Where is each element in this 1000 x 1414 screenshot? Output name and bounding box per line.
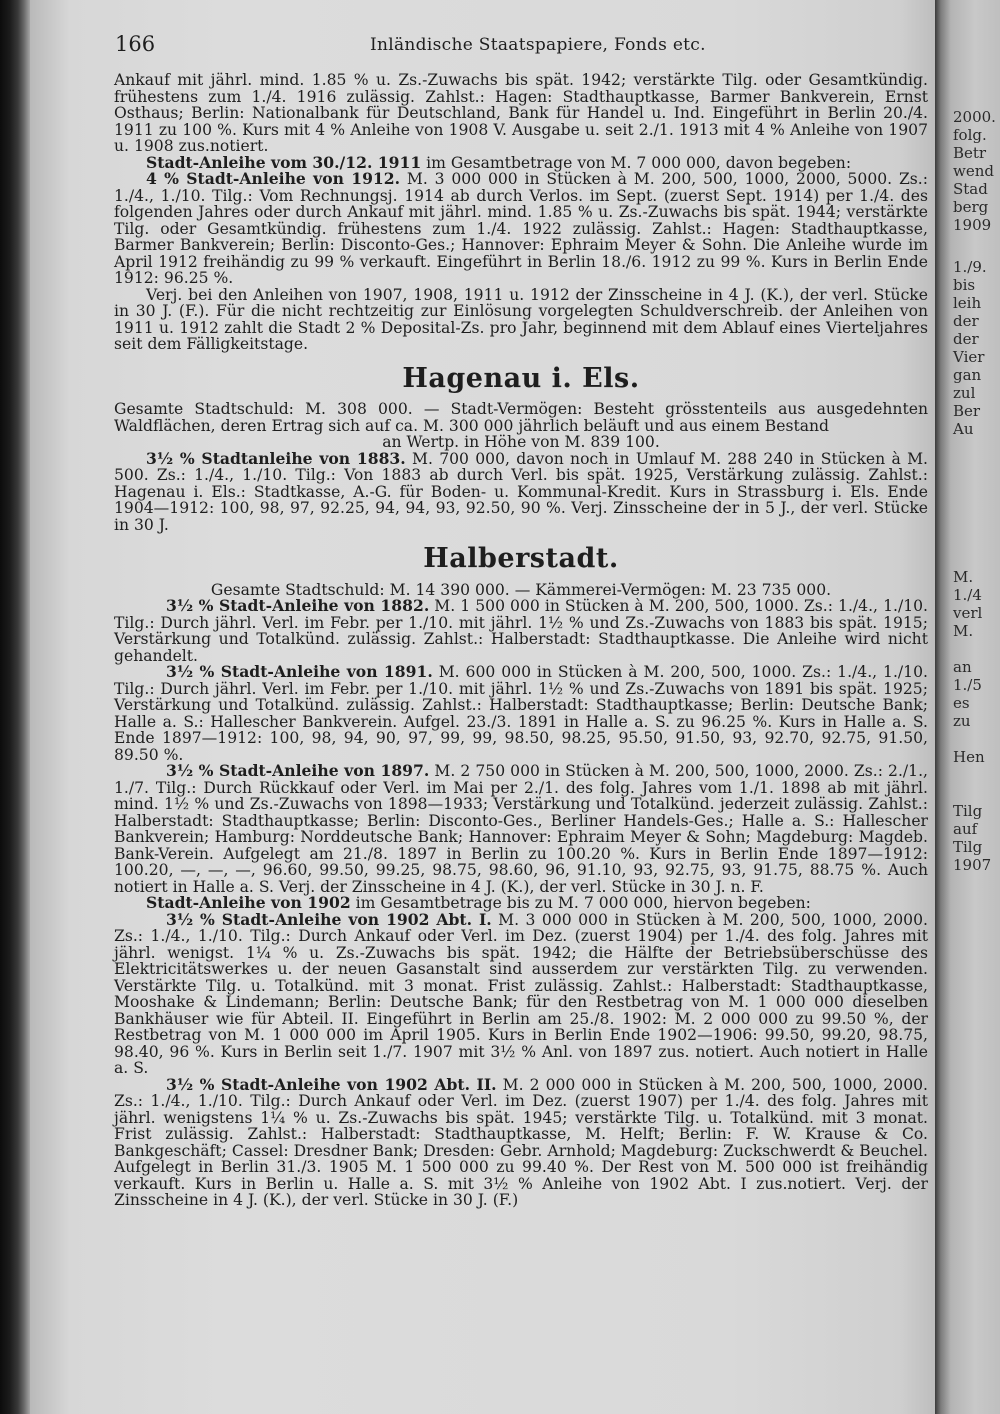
paragraph-text: Gesamte Stadtschuld: M. 308 000. — Stadt-Vermögen: Besteht grösstenteils aus ausgedehnten Waldflächen, deren Ertrag sich auf ca. M. 300 000 jährlich beläuft und aus einem Bestand bbox=[114, 400, 928, 435]
edge-word-fragment: der bbox=[953, 330, 979, 348]
paragraph-text: an Wertp. in Höhe von M. 839 100. bbox=[382, 433, 660, 451]
paragraph-text: M. 700 000, davon noch in Umlauf M. 288 240 in Stücken à M. 500. Zs.: 1./4., 1./10. Tilg.: Von 1883 ab durch Verl. bis spät. 1925, Verstärkung zulässig. Zahlst.: Hagenau i. Els.: Stadtkasse, A.-G. für Boden- u. Kommunal-Kredit. Kurs in Strassburg i. Els. Ende 1904—1912: 100, 98, 97, 92.25, 94, 94, 93, 92.50, 90 %. Verj. Zinsscheine der in 5 J., der verl. Stücke in 30 J. bbox=[114, 449, 928, 534]
loan-title: 3½ % Stadtanleihe von 1883. bbox=[146, 448, 406, 468]
edge-word-fragment: an bbox=[953, 658, 972, 676]
edge-word-fragment: zu bbox=[953, 712, 971, 730]
edge-word-fragment: bis bbox=[953, 276, 976, 294]
paragraph-text: M. 2 000 000 in Stücken à M. 200, 500, 1000, 2000. Zs.: 1./4., 1./10. Tilg.: Durch Ankauf oder Verl. im Dez. (zuerst 1907) per 1./4. des folg. Jahres mit jährl. wenigstens 1¼ % u. Zs.-Zuwachs bis spät. 1945; verstärkte Tilg. u. Totalkünd. mit 3 monat. Frist zulässig. Zahlst.: Halberstadt: Stadthauptkasse, M. Helft; Berlin: F. W. Krause & Co. Bankgeschäft; Cassel: Dresdner Bank; Dresden: Gebr. Arnhold; Magdeburg: Zuckschwerdt & Beuchel. Aufgelegt in Berlin 31./3. 1905 M. 1 500 000 zu 99.40 %. Der Rest von M. 500 000 ist freihändig verkauft. Kurs in Berlin u. Halle a. S. mit 3½ % Anleihe von 1902 Abt. I zus.notiert. Verj. der Zinsscheine in 4 J. (K.), der verl. Stücke in 30 J. (F.) bbox=[114, 1075, 929, 1209]
body-text bbox=[114, 72, 928, 1209]
edge-word-fragment: Ber bbox=[953, 402, 981, 420]
paragraph-text: M. 600 000 in Stücken à M. 200, 500, 1000. Zs.: 1./4., 1./10. Tilg.: Durch jährl. Verl. im Febr. per 1./10. mit jährl. 1½ % und Zs.-Zuwachs von 1891 bis spät. 1925; Verstärkung und Totalkünd. zulässig. Zahlst.: Halberstadt: Stadthauptkasse; Berlin: Deutsche Bank; Halle a. S.: Hallescher Bankverein. Aufgel. 23./3. 1891 in Halle a. S. zu 96.25 %. Kurs in Halle a. S. Ende 1897—1912: 100, 98, 94, 90, 97, 99, 99, 98.50, 98.25, 95.50, 91.50, 93, 92.70, 92.75, 91.50, 89.50 %. bbox=[114, 663, 928, 764]
loan-title: 3½ % Stadt-Anleihe von 1902 Abt. I. bbox=[166, 909, 492, 929]
edge-word-fragment: auf bbox=[953, 820, 978, 838]
book-page bbox=[30, 0, 935, 1414]
edge-word-fragment: Au bbox=[953, 420, 974, 438]
paragraph-text: Verj. bei den Anleihen von 1907, 1908, 1911 u. 1912 der Zinsscheine in 4 J. (K.), der verl. Stücke in 30 J. (F.). Für die nicht rechtzeitig zur Einlösung vorgelegten Schuldverschreib. der Anleihen von 1911 u. 1912 zahlt die Stadt 2 % Deposital-Zs. pro Jahr, beginnend mit dem Ablauf eines Vierteljahres seit dem Fälligkeitstage. bbox=[114, 285, 928, 353]
loan-title: 3½ % Stadt-Anleihe von 1902 Abt. II. bbox=[166, 1074, 497, 1094]
paragraph-text: M. 1 500 000 in Stücken à M. 200, 500, 1000. Zs.: 1./4., 1./10. Tilg.: Durch jährl. Verl. im Febr. per 1./10. mit jährl. 1½ % und Zs.-Zuwachs von 1883 bis spät. 1915; Verstärkung und Totalkünd. zulässig. Zahlst.: Halberstadt: Stadthauptkasse. Die Anleihe wird nicht gehandelt. bbox=[114, 597, 928, 665]
edge-word-fragment: Betr bbox=[953, 144, 987, 162]
paragraph-text: M. 3 000 000 in Stücken à M. 200, 500, 1000, 2000. Zs.: 1./4., 1./10. Tilg.: Durch Ankauf oder Verl. im Dez. (zuerst 1904) per 1./4. des folg. Jahres mit jährl. wenigst. 1¼ % u. Zs.-Zuwachs bis spät. 1942; die Hälfte der Betriebsüberschüsse des Elektricitätswerkes u. der neuen Gasanstalt sind ausserdem zur verstärkten Tilg. zu verwenden. Verstärkte Tilg. u. Totalkünd. mit 3 monat. Frist zulässig. Zahlst.: Halberstadt: Stadthauptkasse, Mooshake & Lindemann; Berlin: Deutsche Bank; für den Restbetrag von M. 1 000 000 dieselben Bankhäuser wie für Abteil. II. Eingeführt in Berlin am 25./8. 1902: M. 2 000 000 zu 99.50 %, der Restbetrag von M. 1 000 000 im April 1905. Kurs in Berlin Ende 1902—1906: 99.50, 99.20, 98.75, 98.40, 96 %. Kurs in Berlin seit 1./7. 1907 mit 3½ % Anl. von 1897 zus. notiert. Auch notiert in Halle a. S. bbox=[114, 910, 928, 1077]
loan-title: 3½ % Stadt-Anleihe von 1882. bbox=[166, 596, 430, 615]
edge-word-fragment: 1./5 bbox=[953, 676, 982, 694]
paragraph bbox=[114, 287, 928, 353]
paragraph bbox=[114, 763, 928, 895]
edge-word-fragment: zul bbox=[953, 384, 976, 402]
edge-word-fragment: leih bbox=[953, 294, 982, 312]
edge-word-fragment: 1907 bbox=[953, 856, 992, 874]
book-binding-shadow bbox=[0, 0, 30, 1414]
edge-word-fragment: 1./9. bbox=[953, 258, 987, 276]
edge-word-fragment: 1./4 bbox=[953, 586, 982, 604]
paragraph bbox=[114, 171, 928, 287]
paragraph bbox=[114, 909, 928, 1077]
edge-word-fragment: 1909 bbox=[953, 216, 992, 234]
edge-word-fragment: es bbox=[953, 694, 970, 712]
running-title: Inländische Staatspapiere, Fonds etc. bbox=[370, 35, 706, 55]
edge-word-fragment: Tilg bbox=[953, 802, 983, 820]
edge-word-fragment: Vier bbox=[953, 348, 985, 366]
paragraph bbox=[114, 72, 928, 155]
edge-word-fragment: gan bbox=[953, 366, 982, 384]
page-number: 166 bbox=[115, 32, 156, 56]
loan-title: 3½ % Stadt-Anleihe von 1891. bbox=[166, 662, 433, 681]
edge-word-fragment: Hen bbox=[953, 748, 985, 766]
edge-word-fragment: Stad bbox=[953, 180, 988, 198]
edge-word-fragment: Tilg bbox=[953, 838, 983, 856]
paragraph bbox=[114, 664, 928, 763]
paragraph bbox=[114, 401, 928, 434]
paragraph-text: Ankauf mit jährl. mind. 1.85 % u. Zs.-Zuwachs bis spät. 1942; verstärkte Tilg. oder Gesamtkündig. frühestens zum 1./4. 1916 zulässig. Zahlst.: Hagen: Stadthauptkasse, Barmer Bankverein, Ernst Osthaus; Berlin: Nationalbank für Deutschland, Bank für Handel u. Ind. Eingeführt in Berlin 20./4. 1911 zu 100 %. Kurs mit 4 % Anleihe von 1908 V. Ausgabe u. seit 2./1. 1913 mit 4 % Anleihe von 1907 u. 1908 zus.notiert. bbox=[114, 71, 928, 155]
edge-word-fragment: M. bbox=[953, 568, 974, 586]
edge-word-fragment: der bbox=[953, 312, 979, 330]
edge-word-fragment: wend bbox=[953, 162, 994, 180]
paragraph-text: M. 2 750 000 in Stücken à M. 200, 500, 1000, 2000. Zs.: 2./1., 1./7. Tilg.: Durch Rückkauf oder Verl. im Mai per 2./1. des folg. Jahres vom 1./1. 1898 ab mit jährl. mind. 1½ % und Zs.-Zuwachs von 1898—1933; Verstärkung und Totalkünd. jederzeit zulässig. Zahlst.: Halberstadt: Stadthauptkasse; Berlin: Disconto-Ges., Berliner Handels-Ges.; Halle a. S.: Hallescher Bankverein; Hamburg: Norddeutsche Bank; Hannover: Ephraim Meyer & Sohn; Magdeburg: Magdeb. Bank-Verein. Aufgelegt am 21./8. 1897 in Berlin zu 100.20 %. Kurs in Berlin Ende 1897—1912: 100.20, —, —, —, 96.60, 99.50, 99.25, 98.75, 98.60, 96, 91.10, 93, 92.75, 93, 91.75, 88.75 %. Auch notiert in Halle a. S. Verj. der Zinsscheine in 4 J. (K.), der verl. Stücke in 30 J. n. F. bbox=[114, 762, 928, 896]
loan-title: Stadt-Anleihe vom 30./12. 1911 bbox=[146, 152, 422, 172]
paragraph bbox=[114, 1074, 929, 1209]
city-heading: Halberstadt. bbox=[423, 543, 619, 574]
edge-word-fragment: 2000. bbox=[953, 108, 996, 126]
loan-title: Stadt-Anleihe von 1902 bbox=[146, 893, 351, 912]
edge-word-fragment: folg. bbox=[953, 126, 987, 144]
edge-word-fragment: M. bbox=[953, 622, 974, 640]
page-header bbox=[30, 32, 935, 62]
paragraph-text: im Gesamtbetrage bis zu M. 7 000 000, hiervon begeben: bbox=[350, 894, 811, 912]
paragraph bbox=[114, 448, 928, 534]
edge-word-fragment: verl bbox=[953, 604, 983, 622]
loan-title: 4 % Stadt-Anleihe von 1912. bbox=[146, 169, 401, 188]
next-page-edge bbox=[935, 0, 1000, 1414]
edge-word-fragment: berg bbox=[953, 198, 989, 216]
city-heading: Hagenau i. Els. bbox=[402, 362, 640, 394]
paragraph bbox=[114, 598, 928, 664]
paragraph-text: M. 3 000 000 in Stücken à M. 200, 500, 1000, 2000, 5000. Zs.: 1./4., 1./10. Tilg.: Vom Rechnungsj. 1914 ab durch Verlos. im Sept. (zuerst Sept. 1914) per 1./4. des folgenden Jahres oder durch Ankauf mit jährl. mind. 1.85 % u. Zs.-Zuwachs bis spät. 1944; verstärkte Tilg. oder Gesamtkündig. frühestens zum 1./4. 1922 zulässig. Zahlst.: Hagen: Stadthauptkasse, Barmer Bankverein; Berlin: Disconto-Ges.; Hannover: Ephraim Meyer & Sohn. Die Anleihe wurde im April 1912 freihändig zu 99 % verkauft. Eingeführt in Berlin 18./6. 1912 zu 99 %. Kurs in Berlin Ende 1912: 96.25 %. bbox=[114, 170, 928, 287]
paragraph-text: Gesamte Stadtschuld: M. 14 390 000. — Kämmerei-Vermögen: M. 23 735 000. bbox=[210, 580, 832, 599]
paragraph-text: im Gesamtbetrage von M. 7 000 000, davon begeben: bbox=[421, 153, 852, 172]
loan-title: 3½ % Stadt-Anleihe von 1897. bbox=[166, 761, 430, 780]
